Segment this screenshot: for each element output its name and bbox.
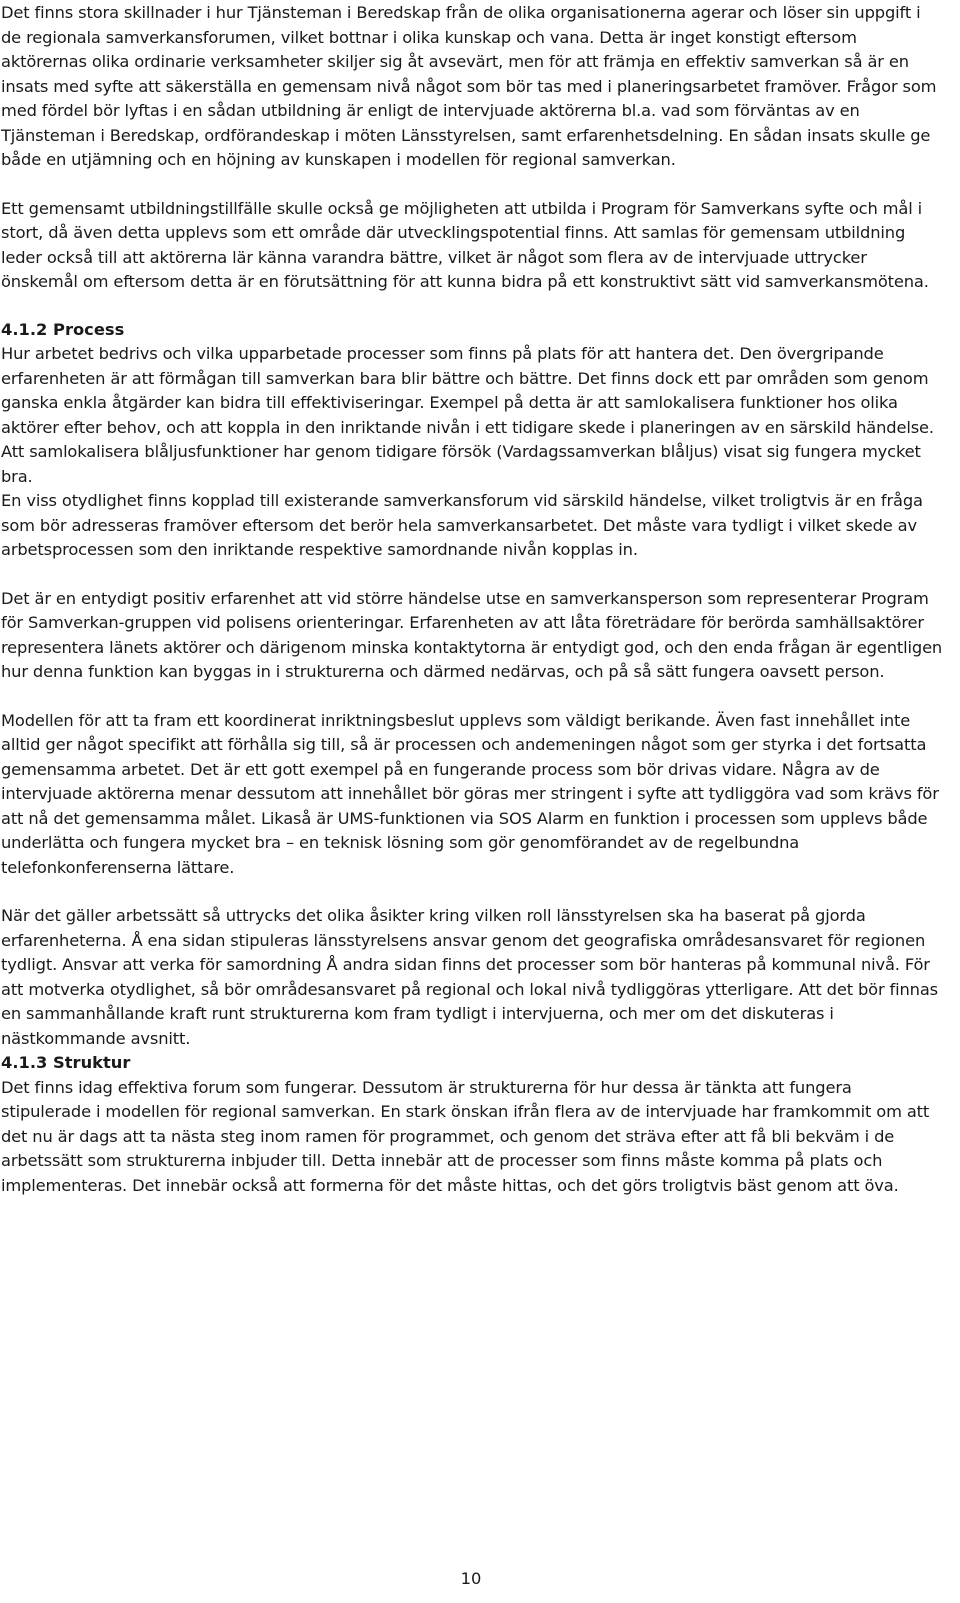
paragraph-joint-training: Ett gemensamt utbildningstillfälle skulle också ge möjligheten att utbilda i Program för Samverkans syfte och mål i stort, då även detta upplevs som ett område där utvecklingspotential finns. Att samlas för gemensam utbildning leder också till att aktörerna lär känna varandra bättre, vilket är något som flera av de intervjuade uttrycker önskemål om eftersom detta är en förutsättning för att kunna bidra på ett konstruktivt sätt vid samverkansmötena. bbox=[1, 198, 929, 291]
section-title: Struktur bbox=[53, 1053, 131, 1072]
paragraph-working-methods: När det gäller arbetssätt så uttrycks det olika åsikter kring vilken roll länsstyrelsen ska ha baserat på gjorda erfarenheterna. Å ena sidan stipuleras länsstyrelsens ansvar genom det geografiska områdesansvaret för regionen tydligt. Ansvar att verka för samordning Å andra sidan finns det processer som bör hanteras på kommunal nivå. För att motverka otydlighet, så bör områdesansvaret på regional och lokal nivå tydliggöras ytterligare. Att det bör finnas en sammanhållande kraft runt strukturerna kom fram tydligt i intervjuerna, och mer om det diskuteras i nästkommande avsnitt. bbox=[1, 906, 939, 1048]
paragraph-struktur-intro: Det finns idag effektiva forum som fungerar. Dessutom är strukturerna för hur dessa är tänkta att fungera stipulerade i modellen för regional samverkan. En stark önskan ifrån flera av de intervjuade har framkommit om att det nu är dags att ta nästa steg inom ramen för programmet, och genom det sträva efter att få bli bekväm i de arbetssätt som strukturerna inbjuder till. Detta innebär att de processer som finns måste komma på plats och implementeras. Det innebär också att formerna för det måste hittas, och det görs troligtvis bäst genom att öva. bbox=[1, 1077, 930, 1195]
section-heading-process bbox=[1, 318, 943, 343]
paragraph-liaison-person: Det är en entydigt positiv erfarenhet att vid större händelse utse en samverkansperson som representerar Program för Samverkan-gruppen vid polisens orienteringar. Erfarenheten av att låta företrädare för berörda samhällsaktörer representera länets aktörer och därigenom minska kontaktytorna är entydigt god, och den enda frågan är egentligen hur denna funktion kan byggas in i strukturerna och därmed nedärvas, och på så sätt fungera oavsett person. bbox=[1, 588, 943, 681]
paragraph-training-differences: Det finns stora skillnader i hur Tjänsteman i Beredskap från de olika organisationerna agerar och löser sin uppgift i de regionala samverkansforumen, vilket bottnar i olika kunskap och vana. Detta är inget konstigt eftersom aktörernas olika ordinarie verksamheter skiljer sig åt avsevärt, men för att främja en effektiv samverkan så är en insats med syfte att säkerställa en gemensam nivå något som bör tas med i planeringsarbetet framöver. Frågor som med fördel bör lyftas i en sådan utbildning är enligt de intervjuade aktörerna bl.a. vad som förväntas av en Tjänsteman i Beredskap, ordförandeskap i möten Länsstyrelsen, samt erfarenhetsdelning. En sådan insats skulle ge både en utjämning och en höjning av kunskapen i modellen för regional samverkan. bbox=[1, 3, 937, 169]
section-heading-struktur bbox=[1, 1051, 943, 1076]
paragraph-forum-unclarity: En viss otydlighet finns kopplad till existerande samverkansforum vid särskild händelse, vilket troligtvis är en fråga som bör adresseras framöver eftersom det berör hela samverkansarbetet. Det måste vara tydligt i vilket skede av arbetsprocessen som den inriktande respektive samordnande nivån kopplas in. bbox=[1, 491, 923, 559]
section-number: 4.1.3 bbox=[1, 1053, 48, 1072]
section-title: Process bbox=[53, 319, 125, 339]
page-number: 10 bbox=[460, 1569, 482, 1588]
document-body bbox=[1, 1, 943, 1198]
paragraph-coordinated-decision: Modellen för att ta fram ett koordinerat inriktningsbeslut upplevs som väldigt berikande. Även fast innehållet inte alltid ger något specifikt att förhålla sig till, så är processen och andemeningen något som ger styrka i det fortsatta gemensamma arbetet. Det är ett gott exempel på en fungerande process som bör drivas vidare. Några av de intervjuade aktörerna menar dessutom att innehållet bör göras mer stringent i syfte att tydliggöra vad som krävs för att nå det gemensamma målet. Likaså är UMS-funktionen via SOS Alarm en funktion i processen som upplevs både underlätta och fungera mycket bra – en teknisk lösning som gör genomförandet av de regelbundna telefonkonferenserna lättare. bbox=[1, 710, 939, 877]
section-number: 4.1.2 bbox=[1, 319, 48, 339]
paragraph-process-intro: Hur arbetet bedrivs och vilka upparbetade processer som finns på plats för att hantera det. Den övergripande erfarenheten är att förmågan till samverkan bara blir bättre och bättre. Det finns dock ett par områden som genom ganska enkla åtgärder kan bidra till effektiviseringar. Exempel på detta är att samlokalisera funktioner hos olika aktörer efter behov, och att koppla in den inriktande nivån i ett tidigare skede i planeringen av en särskild händelse. Att samlokalisera blåljusfunktioner har genom tidigare försök (Vardagssamverkan blåljus) visat sig fungera mycket bra. bbox=[1, 344, 934, 486]
